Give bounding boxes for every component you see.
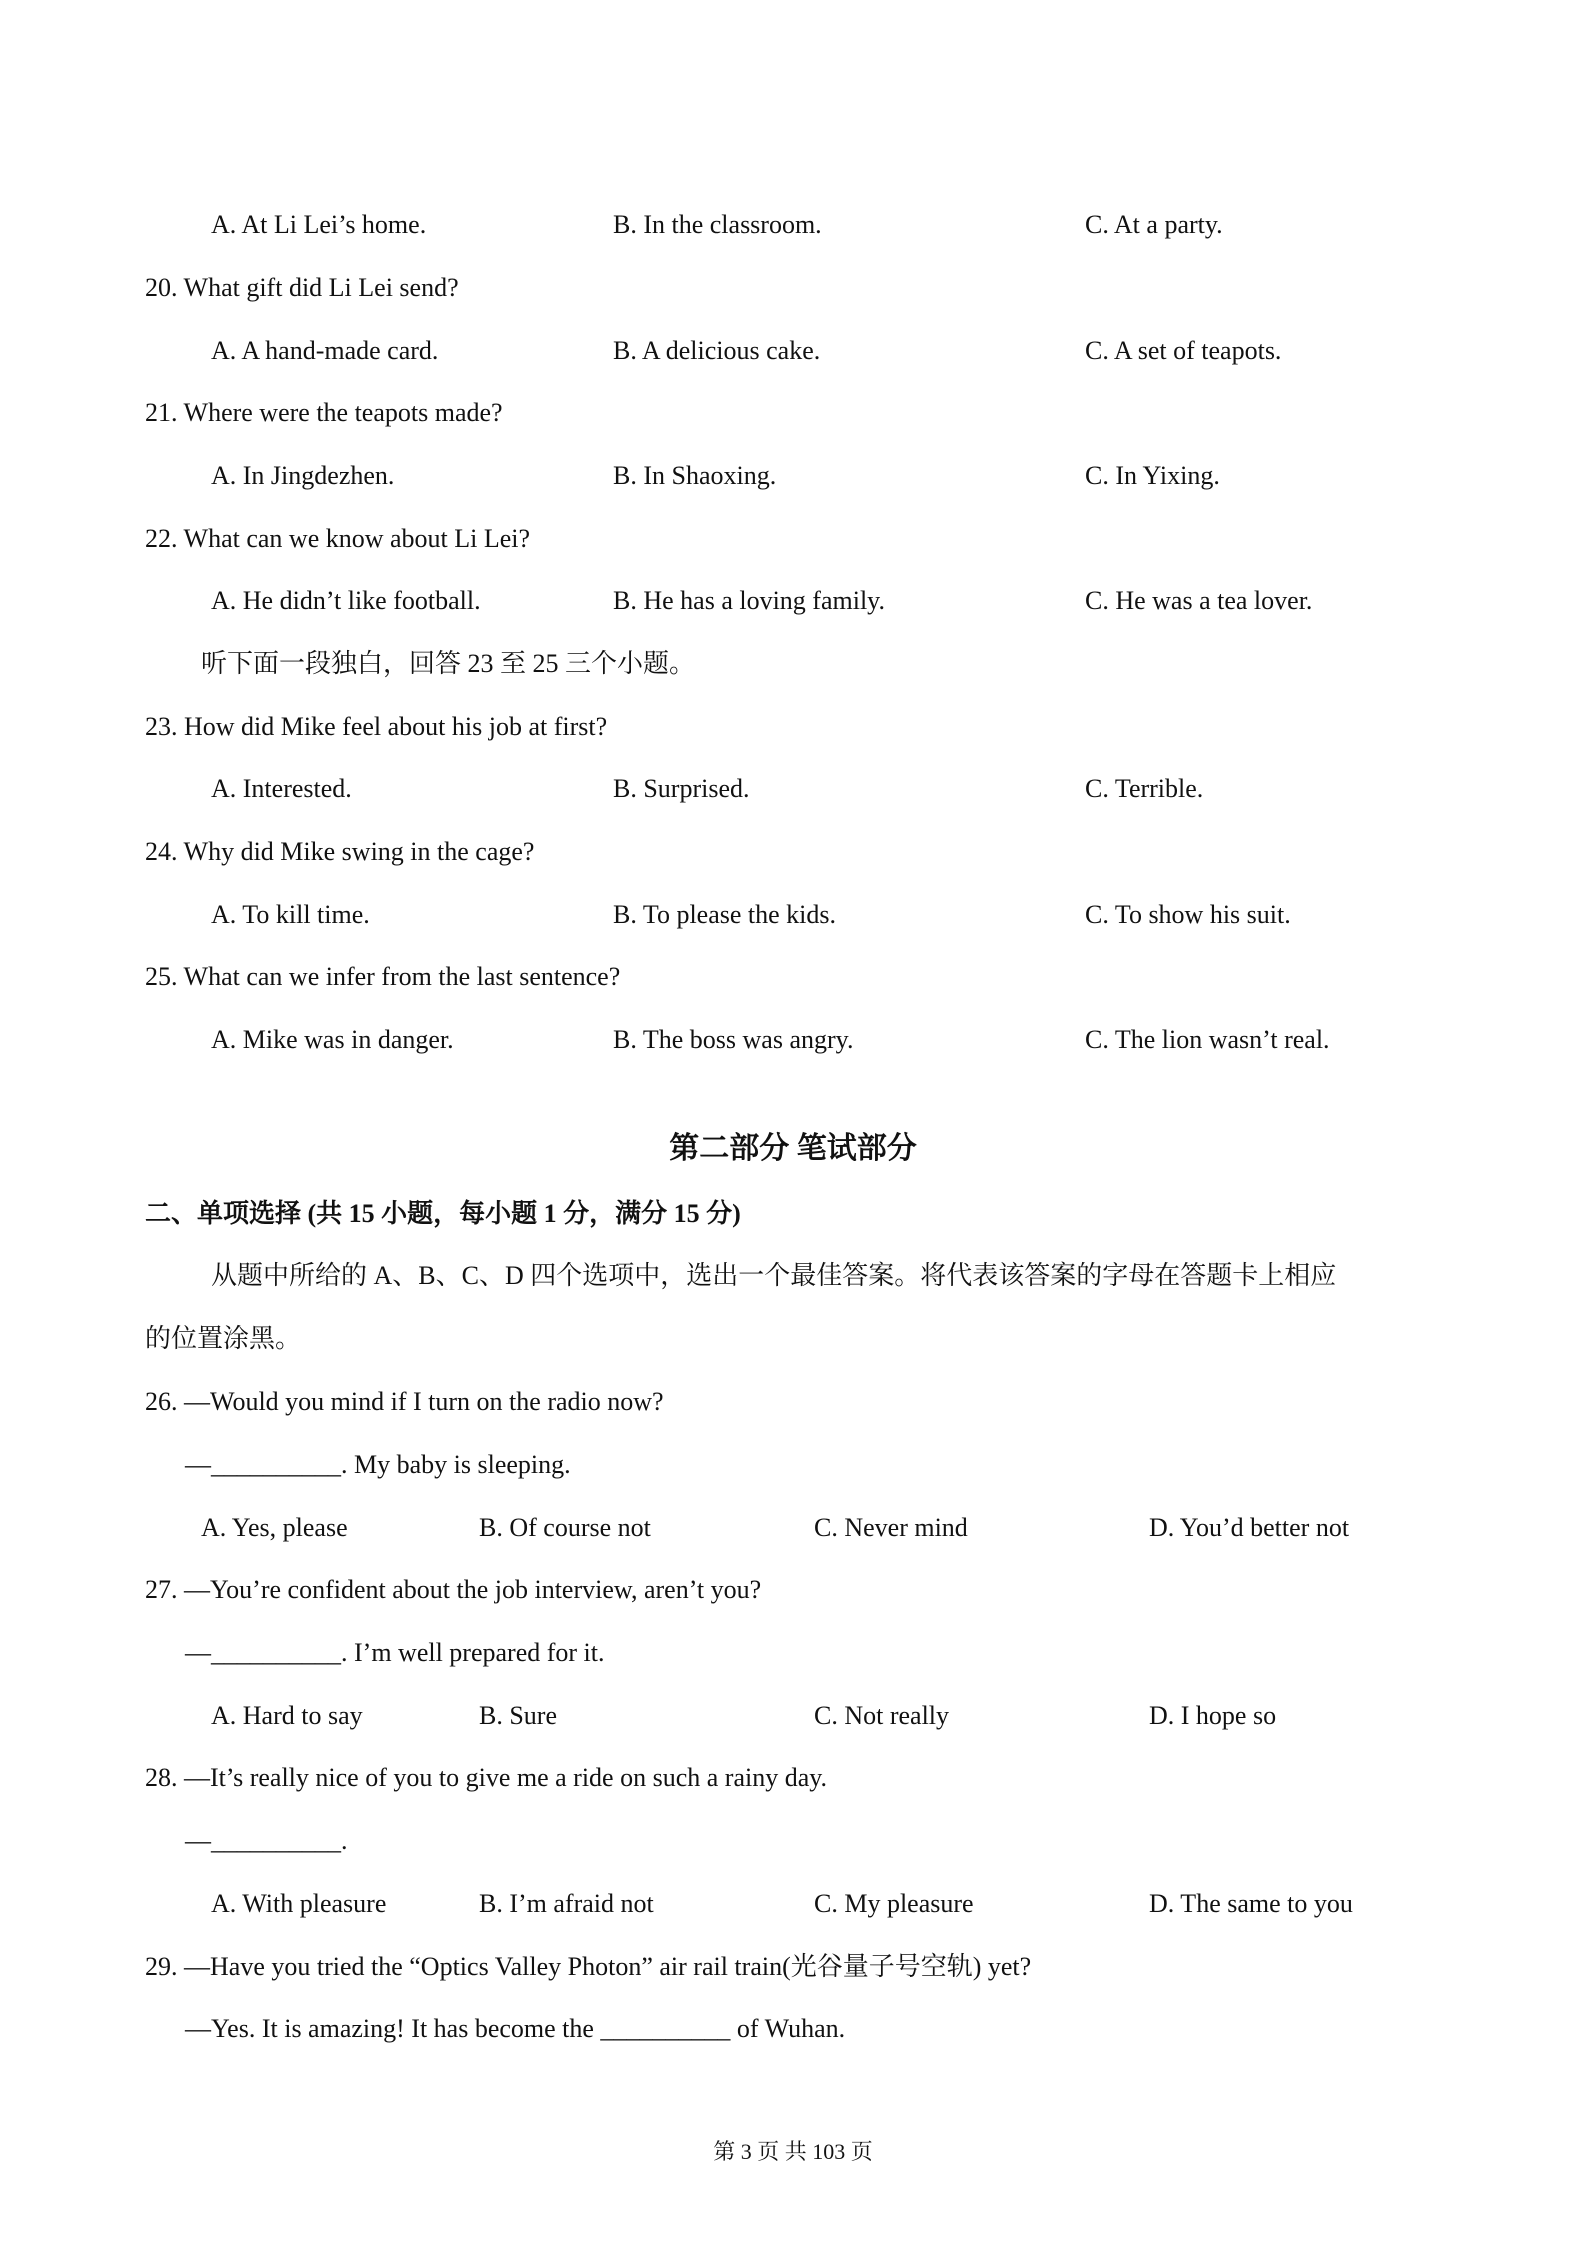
question-21: 21. Where were the teapots made? xyxy=(145,398,503,427)
question-27: 27. —You’re confident about the job interview, aren’t you? xyxy=(145,1575,762,1604)
part-title: 第二部分 笔试部分 xyxy=(669,1132,917,1165)
option-a: A. At Li Lei’s home. xyxy=(211,210,427,239)
option-b: B. In the classroom. xyxy=(613,210,822,239)
question-20: 20. What gift did Li Lei send? xyxy=(145,273,459,302)
option-c: C. Never mind xyxy=(814,1513,968,1542)
option-a: A. To kill time. xyxy=(211,900,370,929)
option-b: B. Surprised. xyxy=(613,774,750,803)
option-b: B. In Shaoxing. xyxy=(613,461,777,490)
option-b: B. The boss was angry. xyxy=(613,1025,854,1054)
option-d: D. The same to you xyxy=(1149,1889,1353,1918)
option-c: C. Terrible. xyxy=(1085,774,1204,803)
question-22: 22. What can we know about Li Lei? xyxy=(145,524,531,553)
option-c: C. In Yixing. xyxy=(1085,461,1220,490)
option-a: A. Interested. xyxy=(211,774,352,803)
question-23: 23. How did Mike feel about his job at first? xyxy=(145,712,608,741)
question-25: 25. What can we infer from the last sentence? xyxy=(145,962,621,991)
question-26: 26. —Would you mind if I turn on the radio now? xyxy=(145,1387,664,1416)
section-heading: 二、单项选择 (共 15 小题，每小题 1 分，满分 15 分) xyxy=(145,1199,741,1228)
option-c: C. He was a tea lover. xyxy=(1085,586,1313,615)
option-b: B. Sure xyxy=(479,1701,557,1730)
option-a: A. With pleasure xyxy=(211,1889,387,1918)
option-a: A. Mike was in danger. xyxy=(211,1025,454,1054)
option-d: D. I hope so xyxy=(1149,1701,1277,1730)
page-number: 第 3 页 共 103 页 xyxy=(713,2139,873,2164)
option-d: D. You’d better not xyxy=(1149,1513,1350,1542)
option-b: B. To please the kids. xyxy=(613,900,837,929)
option-b: B. I’m afraid not xyxy=(479,1889,654,1918)
option-b: B. A delicious cake. xyxy=(613,336,821,365)
question-29: 29. —Have you tried the “Optics Valley Photon” air rail train(光谷量子号空轨) yet? xyxy=(145,1952,1032,1981)
monologue-instruction: 听下面一段独白，回答 23 至 25 三个小题。 xyxy=(201,649,696,678)
question-24: 24. Why did Mike swing in the cage? xyxy=(145,837,535,866)
option-c: C. Not really xyxy=(814,1701,950,1730)
option-a: A. In Jingdezhen. xyxy=(211,461,395,490)
option-b: B. Of course not xyxy=(479,1513,651,1542)
option-a: A. A hand-made card. xyxy=(211,336,439,365)
option-c: C. The lion wasn’t real. xyxy=(1085,1025,1330,1054)
option-b: B. He has a loving family. xyxy=(613,586,885,615)
option-c: C. At a party. xyxy=(1085,210,1223,239)
option-c: C. To show his suit. xyxy=(1085,900,1291,929)
option-a: A. Yes, please xyxy=(201,1513,348,1542)
section-instruction-continued: 的位置涂黑。 xyxy=(145,1324,302,1353)
option-c: C. A set of teapots. xyxy=(1085,336,1282,365)
response-line: —__________. My baby is sleeping. xyxy=(185,1450,571,1479)
response-line: —__________. I’m well prepared for it. xyxy=(185,1638,605,1667)
section-instruction: 从题中所给的 A、B、C、D 四个选项中，选出一个最佳答案。将代表该答案的字母在答题卡上相应 xyxy=(211,1261,1337,1290)
question-28: 28. —It’s really nice of you to give me a ride on such a rainy day. xyxy=(145,1763,828,1792)
option-a: A. He didn’t like football. xyxy=(211,586,481,615)
option-c: C. My pleasure xyxy=(814,1889,974,1918)
option-a: A. Hard to say xyxy=(211,1701,363,1730)
response-line: —__________. xyxy=(185,1826,348,1855)
response-line: —Yes. It is amazing! It has become the __________ of Wuhan. xyxy=(185,2014,846,2043)
